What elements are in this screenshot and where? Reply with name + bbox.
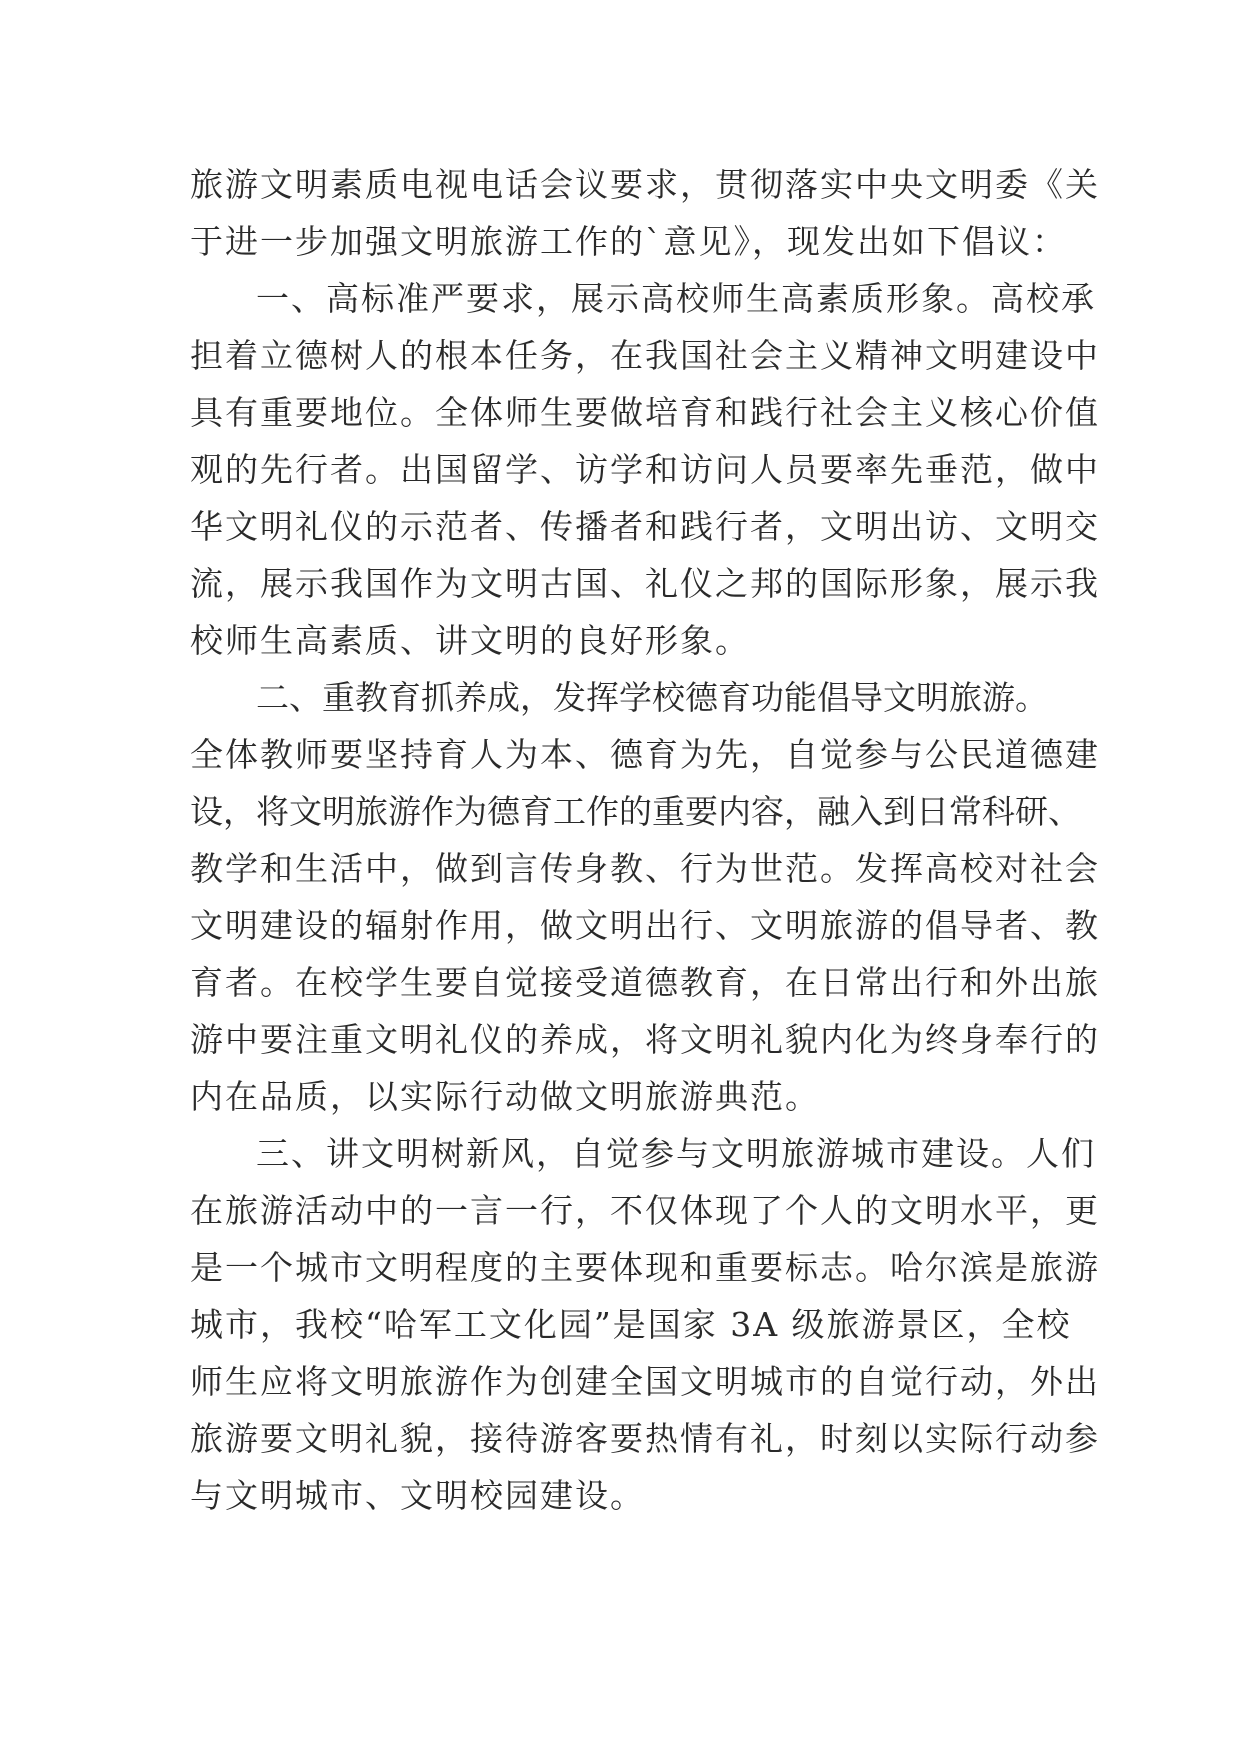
text-line: 旅游要文明礼貌，接待游客要热情有礼，时刻以实际行动参	[190, 1419, 1100, 1458]
paragraph-heading-1: 一、高标准严要求，展示高校师生高素质形象。高校承	[256, 279, 1096, 318]
document-body	[190, 156, 1100, 1524]
paragraph-heading-2: 二、重教育抓养成，发挥学校德育功能倡导文明旅游。	[256, 678, 1048, 717]
text-line: 育者。在校学生要自觉接受道德教育，在日常出行和外出旅	[190, 963, 1100, 1002]
text-line: 旅游文明素质电视电话会议要求，贯彻落实中央文明委《关	[190, 165, 1100, 204]
text-line: 内在品质，以实际行动做文明旅游典范。	[190, 1077, 820, 1116]
text-line: 具有重要地位。全体师生要做培育和践行社会主义核心价值	[190, 393, 1100, 432]
text-line: 与文明城市、文明校园建设。	[190, 1476, 645, 1515]
paragraph-heading-3: 三、讲文明树新风，自觉参与文明旅游城市建设。人们	[256, 1134, 1096, 1173]
text-line: 于进一步加强文明旅游工作的`意见》，现发出如下倡议：	[190, 222, 1067, 261]
text-line: 设，将文明旅游作为德育工作的重要内容，融入到日常科研、	[190, 792, 1081, 831]
text-line: 华文明礼仪的示范者、传播者和践行者，文明出访、文明交	[190, 507, 1100, 546]
text-line: 是一个城市文明程度的主要体现和重要标志。哈尔滨是旅游	[190, 1248, 1100, 1287]
text-line: 教学和生活中，做到言传身教、行为世范。发挥高校对社会	[190, 849, 1100, 888]
text-line: 全体教师要坚持育人为本、德育为先，自觉参与公民道德建	[190, 735, 1100, 774]
text-line: 校师生高素质、讲文明的良好形象。	[190, 621, 750, 660]
text-line: 流，展示我国作为文明古国、礼仪之邦的国际形象，展示我	[190, 564, 1100, 603]
text-line: 游中要注重文明礼仪的养成，将文明礼貌内化为终身奉行的	[190, 1020, 1100, 1059]
text-line: 观的先行者。出国留学、访学和访问人员要率先垂范，做中	[190, 450, 1100, 489]
text-line: 城市，我校“哈军工文化园”是国家 3A 级旅游景区，全校	[190, 1305, 1072, 1344]
text-line: 文明建设的辐射作用，做文明出行、文明旅游的倡导者、教	[190, 906, 1100, 945]
text-line: 师生应将文明旅游作为创建全国文明城市的自觉行动，外出	[190, 1362, 1100, 1401]
text-line: 在旅游活动中的一言一行，不仅体现了个人的文明水平，更	[190, 1191, 1100, 1230]
text-line: 担着立德树人的根本任务，在我国社会主义精神文明建设中	[190, 336, 1100, 375]
